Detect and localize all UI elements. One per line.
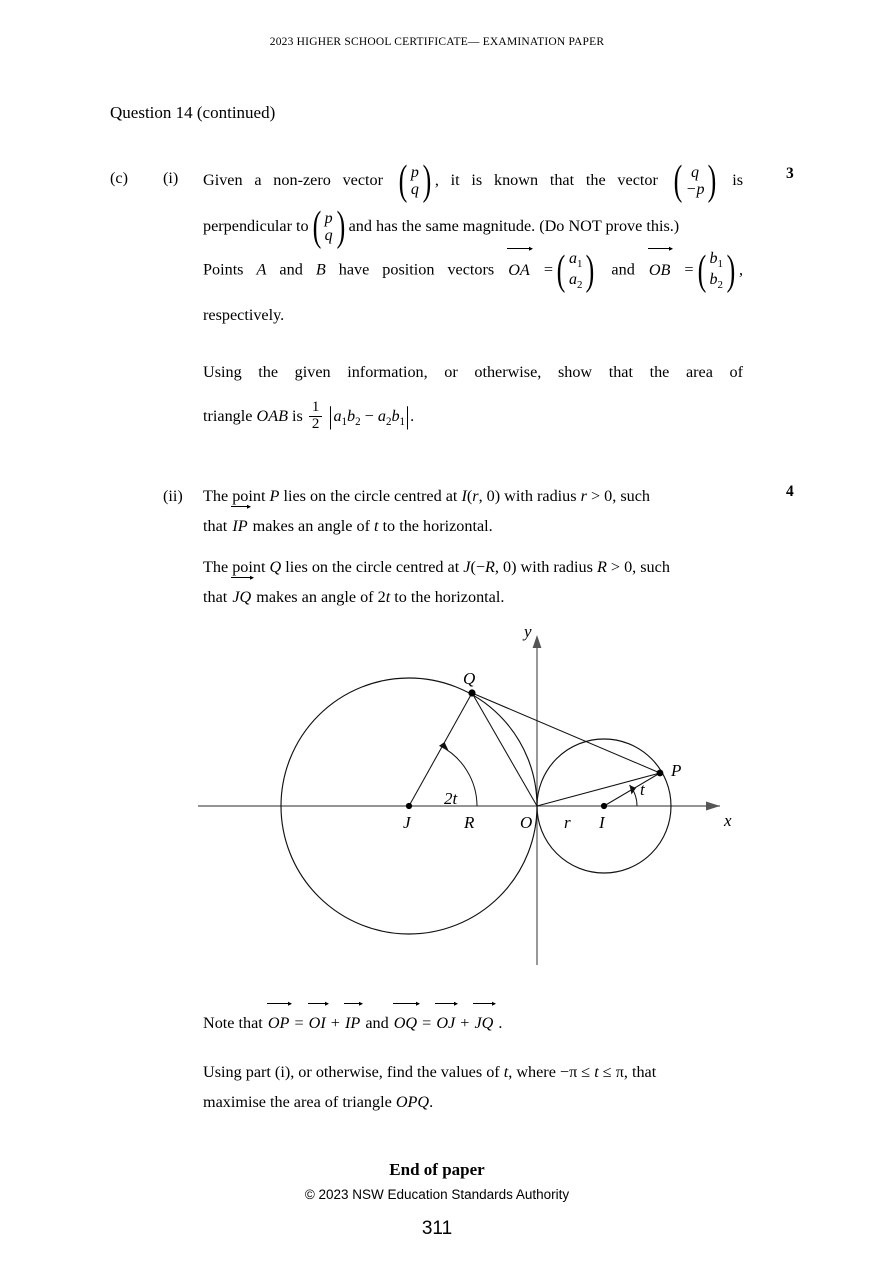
note-end: . — [498, 1014, 503, 1032]
final-d: maximise the area of triangle — [203, 1093, 392, 1111]
part-label-c: (c) — [110, 169, 128, 187]
part-c-ii-note — [203, 1008, 743, 1038]
cii-p2-line1 — [203, 552, 743, 582]
page-title: Question 14 (continued) — [110, 103, 276, 122]
column-vector-q-negp: ( q −p ) — [673, 158, 717, 205]
ci-line-2 — [203, 203, 743, 250]
note-plus1: + — [330, 1014, 340, 1032]
cii-p2-e: > 0, such — [610, 558, 670, 576]
frac-denominator: 2 — [309, 416, 323, 433]
cii-p2-a: The point — [203, 558, 266, 576]
vector-ip-label-2: IP — [344, 1008, 361, 1038]
part-c-i-show — [203, 355, 743, 439]
part-c-ii-p1 — [203, 481, 743, 541]
label-J: J — [403, 813, 411, 832]
ci-line1-c: is — [732, 171, 744, 189]
radius-R-symbol-1: R — [485, 558, 495, 576]
cii-p1-d: , 0) with radius — [478, 487, 577, 505]
vector-jq-label-2: JQ — [473, 1008, 494, 1038]
ci-line-3 — [203, 247, 744, 294]
point-J-dot — [406, 803, 412, 809]
vector-jq-label: JQ — [231, 582, 252, 612]
vector-oq-label: OQ — [393, 1008, 418, 1038]
triangle-oab-label: OAB — [256, 407, 288, 425]
point-q-label: Q — [269, 558, 282, 576]
ci-line-6 — [203, 399, 743, 439]
label-angle-2t: 2t — [444, 789, 458, 808]
vector-ip-label: IP — [231, 511, 248, 541]
note-eq1: = — [294, 1014, 304, 1032]
ci-line6-a: triangle — [203, 407, 253, 425]
subpart-label-ii: (ii) — [163, 487, 183, 505]
label-O: O — [520, 813, 533, 832]
label-x-axis: x — [724, 811, 732, 830]
cii-final-line1 — [203, 1057, 743, 1087]
cii-p1-line1 — [203, 481, 743, 511]
radius-R-symbol-2: R — [596, 558, 607, 576]
ci-line2-a: perpendicular to — [203, 216, 309, 235]
part-c-ii-p2 — [203, 552, 743, 612]
running-header: 2023 HIGHER SCHOOL CERTIFICATE— EXAMINATION PAPER — [269, 36, 605, 48]
marks-value-i: 3 — [786, 165, 794, 182]
vec-pq-bottom: q — [410, 181, 419, 199]
label-I: I — [599, 813, 605, 832]
cii-p2-b: lies on the circle centred at — [285, 558, 460, 576]
part-c-i-points — [203, 247, 744, 332]
column-vector-pq-1: ( p q ) — [398, 158, 432, 205]
vec-b-top: $b_1$ — [709, 250, 723, 271]
cii-p2-h: to the horizontal. — [394, 588, 505, 606]
abs-expression: $a_1b_2 - a_2b_1$ — [333, 407, 406, 429]
note-a: Note that — [203, 1014, 263, 1032]
vec-pq2-bottom: q — [324, 226, 333, 244]
centre-i-label: I — [461, 487, 467, 505]
cii-p2-d: , 0) with radius — [494, 558, 593, 576]
cii-p1-a: The point — [203, 487, 266, 505]
ci-eq-2: = — [684, 260, 694, 279]
final-t-1: t — [503, 1063, 509, 1081]
copyright-text: © 2023 NSW Education Standards Authority — [304, 1187, 570, 1202]
cii-p2-c: (− — [470, 558, 485, 576]
triangle-opq-label: OPQ — [395, 1093, 430, 1111]
axes — [198, 642, 720, 965]
angle-2t-symbol: t — [385, 588, 391, 606]
vec-qnegp-bottom: −p — [685, 181, 705, 199]
radius-r-symbol-1: r — [472, 487, 479, 505]
arc-t-arrowhead — [630, 785, 637, 795]
final-c: ≤ π, that — [602, 1063, 657, 1081]
ci-line3-e: , — [738, 260, 744, 279]
label-P: P — [671, 761, 682, 780]
y-axis-arrowhead — [533, 635, 542, 648]
ci-line-5: Using the given information, or otherwise, show that the area of — [203, 363, 743, 381]
vector-oi-label: OI — [308, 1008, 327, 1038]
ci-line6-end: . — [410, 407, 415, 425]
final-t-2: t — [594, 1063, 599, 1081]
abs-bar-right: | — [405, 402, 410, 430]
cii-p1-h: to the horizontal. — [382, 517, 493, 535]
point-I-dot — [601, 803, 607, 809]
vector-ob-label: OB — [648, 253, 672, 287]
ci-line1-b: , it is known that the vector — [434, 171, 658, 189]
segment-JQ — [409, 693, 472, 806]
cii-p2-line2 — [203, 582, 743, 612]
point-Q-dot — [468, 689, 475, 696]
label-r: r — [564, 813, 571, 832]
final-b: , where −π ≤ — [508, 1063, 591, 1081]
angle-arcs — [440, 746, 638, 807]
fraction-one-half — [309, 400, 323, 433]
segment-QO — [472, 693, 537, 806]
ci-line2-b: and has the same magnitude. (Do NOT prove this.) — [348, 216, 680, 235]
cii-p1-e: > 0, such — [590, 487, 651, 505]
part-c-i-text — [203, 158, 744, 250]
cii-p1-b: lies on the circle centred at — [283, 487, 458, 505]
label-angle-t: t — [640, 780, 645, 799]
point-a-label: A — [256, 260, 267, 279]
column-vector-pq-2: ( p q ) — [312, 203, 345, 250]
vec-a-top: $a_1$ — [568, 250, 583, 271]
ci-line-4: respectively. — [203, 305, 285, 324]
point-P-dot — [657, 770, 664, 777]
point-b-label: B — [315, 260, 326, 279]
cii-p1-f: that — [203, 517, 228, 535]
end-of-paper-text: End of paper — [389, 1160, 485, 1179]
ci-line3-c: have position vectors — [338, 260, 495, 279]
part-c-ii-final — [203, 1057, 743, 1117]
label-y-axis: y — [524, 622, 532, 641]
vec-pq2-top: p — [324, 209, 333, 227]
point-p-label: P — [269, 487, 280, 505]
segment-QP — [472, 693, 660, 773]
subpart-label-i: (i) — [163, 169, 179, 187]
note-eq2: = — [422, 1014, 432, 1032]
vec-qnegp-top: q — [691, 164, 700, 182]
ci-line3-b: and — [279, 260, 303, 279]
note-and: and — [365, 1014, 389, 1032]
final-a: Using part (i), or otherwise, find the values of — [203, 1063, 500, 1081]
vector-oj-label: OJ — [435, 1008, 456, 1038]
centre-j-label: J — [463, 558, 471, 576]
vec-a-bottom: $a_2$ — [568, 270, 583, 292]
note-plus2: + — [460, 1014, 470, 1032]
vec-b-bottom: $b_2$ — [709, 270, 723, 292]
cii-final-line2 — [203, 1087, 743, 1117]
vec-pq-top: p — [410, 164, 419, 182]
ci-line6-b: is — [292, 407, 303, 425]
final-e: . — [429, 1093, 434, 1111]
abs-bar-left: | — [328, 402, 333, 430]
angle-t-symbol: t — [374, 517, 379, 535]
cii-p2-f: that — [203, 588, 228, 606]
frac-numerator: 1 — [311, 399, 320, 416]
page-number: 311 — [421, 1218, 453, 1239]
ci-line1-a: Given a non-zero vector — [203, 171, 384, 189]
marks-value-ii: 4 — [786, 483, 794, 500]
cii-p1-line2 — [203, 511, 743, 541]
column-vector-b: ( $b_1$ $b_2$ ) — [697, 247, 736, 294]
x-axis-arrowhead — [706, 802, 720, 811]
cii-p2-g: makes an angle of 2 — [256, 588, 386, 606]
ci-line3-a: Points — [203, 260, 244, 279]
ci-line-1 — [203, 158, 744, 205]
ci-eq-1: = — [543, 260, 553, 279]
ci-line3-d: and — [611, 260, 635, 279]
two-tangent-circles-diagram — [190, 620, 750, 980]
vector-oa-label: OA — [507, 253, 531, 287]
vector-op-label: OP — [267, 1008, 291, 1038]
label-R: R — [464, 813, 475, 832]
label-Q: Q — [463, 669, 476, 688]
cii-p1-g: makes an angle of — [252, 517, 370, 535]
radius-r-symbol-2: r — [580, 487, 587, 505]
column-vector-a: ( $a_1$ $a_2$ ) — [556, 247, 595, 294]
cii-p1-c: ( — [466, 487, 473, 505]
